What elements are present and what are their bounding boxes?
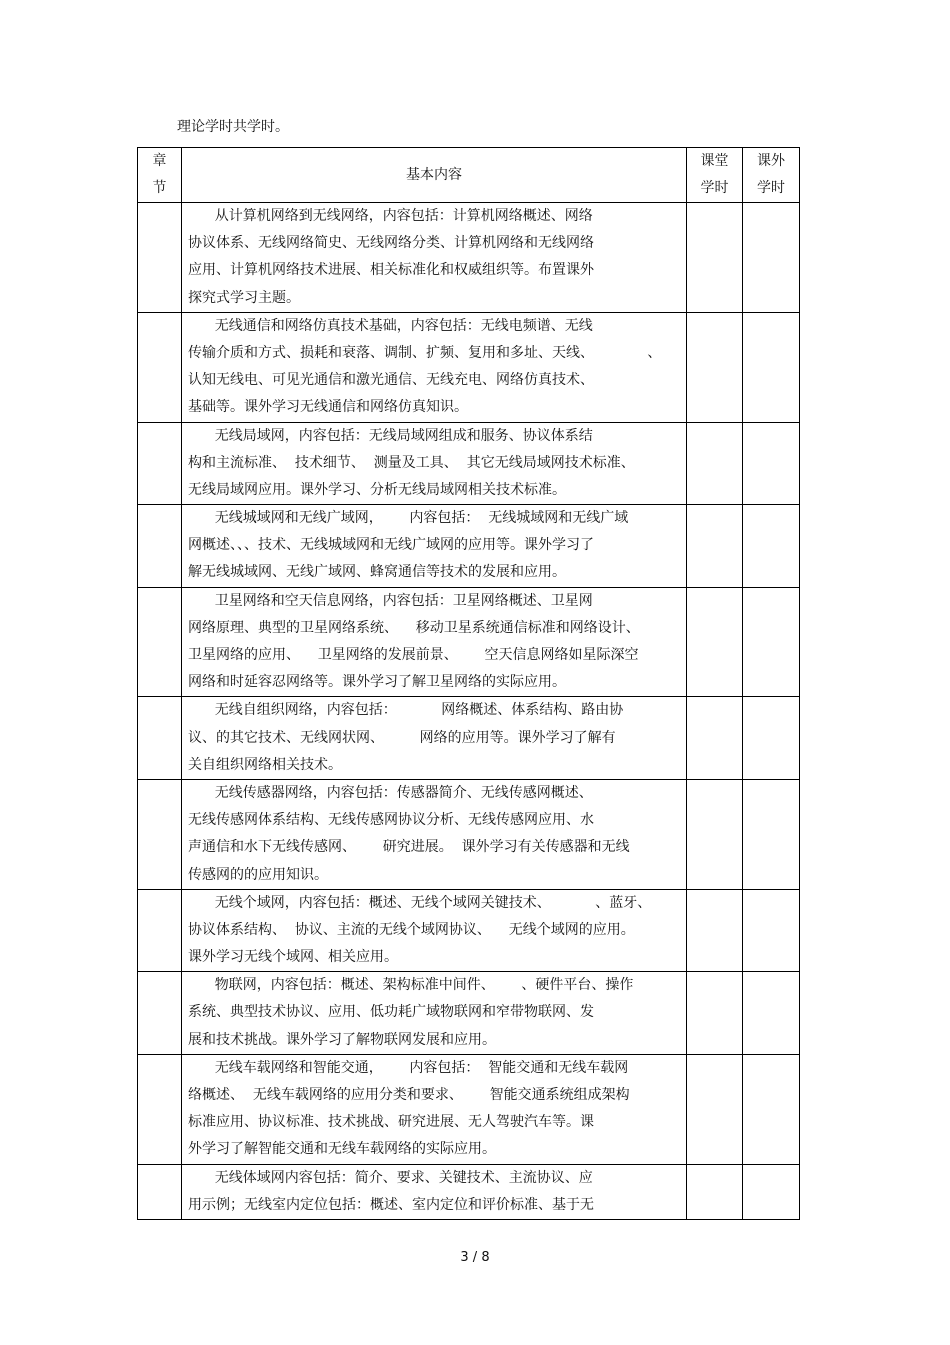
header-chapter-line1: 章	[152, 153, 167, 169]
content-cell	[182, 422, 687, 505]
table-row	[138, 889, 800, 972]
chapter-cell	[138, 889, 182, 972]
chapter-cell	[138, 779, 182, 889]
syllabus-table	[137, 147, 800, 1220]
content-cell	[182, 587, 687, 697]
class-hours-cell	[687, 312, 743, 422]
header-class-hours-line2: 学时	[700, 180, 729, 196]
class-hours-cell	[687, 505, 743, 588]
content-line: 无线车载网络和智能交通， 内容包括： 智能交通和无线车载网	[188, 1059, 629, 1076]
content-line: 基础等。课外学习无线通信和网络仿真知识。	[188, 399, 468, 416]
chapter-cell	[138, 312, 182, 422]
class-hours-cell	[687, 697, 743, 780]
content-cell	[182, 889, 687, 972]
content-line: 从计算机网络到无线网络，内容包括：计算机网络概述、网络	[188, 208, 593, 224]
content-cell	[182, 697, 687, 780]
class-hours-cell	[687, 779, 743, 889]
content-line: 应用、计算机网络技术进展、相关标准化和权威组织等。布置课外	[188, 262, 594, 279]
header-chapter-line2: 节	[152, 180, 167, 196]
chapter-cell	[138, 1054, 182, 1164]
header-extra-hours-line1: 课外	[757, 153, 785, 169]
class-hours-cell	[687, 203, 743, 313]
content-line: 传输介质和方式、损耗和衰落、调制、扩频、复用和多址、天线、 、	[188, 344, 662, 361]
content-line: 声通信和水下无线传感网、 研究进展。 课外学习有关传感器和无线	[188, 839, 630, 856]
content-cell	[182, 972, 687, 1055]
content-cell	[182, 1164, 687, 1219]
content-line: 构和主流标准、 技术细节、 测量及工具、 其它无线局域网技术标准、	[188, 454, 635, 471]
content-line: 议、的其它技术、无线网状网、 网络的应用等。课外学习了解有	[188, 729, 616, 746]
extra-hours-cell	[743, 422, 800, 505]
content-line: 外学习了解智能交通和无线车载网络的实际应用。	[188, 1141, 496, 1158]
content-cell	[182, 1054, 687, 1164]
content-line: 无线通信和网络仿真技术基础，内容包括：无线电频谱、无线	[188, 317, 593, 334]
table-header-row	[138, 148, 800, 203]
content-line: 系统、典型技术协议、应用、低功耗广域物联网和窄带物联网、发	[188, 1004, 594, 1021]
content-line: 卫星网络的应用、 卫星网络的发展前景、 空天信息网络如星际深空	[188, 647, 639, 663]
content-line: 认知无线电、可见光通信和激光通信、无线充电、网络仿真技术、	[188, 372, 594, 389]
extra-hours-cell	[743, 505, 800, 588]
table-row	[138, 505, 800, 588]
content-line: 无线传感网体系结构、无线传感网协议分析、无线传感网应用、水	[188, 812, 594, 829]
content-line: 协议体系结构、 协议、主流的无线个域网协议、 无线个域网的应用。	[188, 921, 635, 938]
content-line: 卫星网络和空天信息网络，内容包括：卫星网络概述、卫星网	[188, 592, 593, 609]
table-row	[138, 1054, 800, 1164]
content-line: 无线局域网，内容包括：无线局域网组成和服务、协议体系结	[188, 427, 593, 444]
chapter-cell	[138, 587, 182, 697]
chapter-cell	[138, 697, 182, 780]
table-row	[138, 203, 800, 313]
extra-hours-cell	[743, 312, 800, 422]
content-line: 络概述、 无线车载网络的应用分类和要求、 智能交通系统组成架构	[188, 1087, 630, 1103]
header-extra-hours-line2: 学时	[757, 180, 785, 196]
class-hours-cell	[687, 1164, 743, 1219]
content-line: 用示例；无线室内定位包括：概述、室内定位和评价标准、基于无	[188, 1196, 594, 1213]
extra-hours-cell	[743, 203, 800, 313]
content-line: 探究式学习主题。	[188, 289, 300, 306]
class-hours-cell	[687, 889, 743, 972]
content-cell	[182, 203, 687, 313]
extra-hours-cell	[743, 889, 800, 972]
page-number: 3 / 8	[460, 1250, 490, 1265]
table-row	[138, 697, 800, 780]
chapter-cell	[138, 203, 182, 313]
content-line: 物联网，内容包括：概述、架构标准中间件、 、硬件平台、操作	[188, 977, 634, 994]
class-hours-cell	[687, 1054, 743, 1164]
extra-hours-cell	[743, 697, 800, 780]
chapter-cell	[138, 1164, 182, 1219]
header-class-hours	[687, 148, 743, 203]
table-row	[138, 312, 800, 422]
extra-hours-cell	[743, 972, 800, 1055]
content-line: 展和技术挑战。课外学习了解物联网发展和应用。	[188, 1031, 496, 1048]
content-cell	[182, 505, 687, 588]
content-cell	[182, 779, 687, 889]
content-line: 关自组织网络相关技术。	[188, 756, 342, 773]
chapter-cell	[138, 505, 182, 588]
content-line: 网络和时延容忍网络等。课外学习了解卫星网络的实际应用。	[188, 674, 566, 691]
table-row	[138, 779, 800, 889]
content-cell	[182, 312, 687, 422]
class-hours-cell	[687, 422, 743, 505]
header-extra-hours	[743, 148, 800, 203]
content-line: 解无线城域网、无线广域网、蜂窝通信等技术的发展和应用。	[188, 564, 566, 581]
class-hours-cell	[687, 972, 743, 1055]
content-line: 无线局域网应用。课外学习、分析无线局域网相关技术标准。	[188, 481, 566, 498]
table-row	[138, 422, 800, 505]
content-line: 网络原理、典型的卫星网络系统、 移动卫星系统通信标准和网络设计、	[188, 619, 640, 636]
class-hours-cell	[687, 587, 743, 697]
content-line: 传感网的的应用知识。	[188, 866, 328, 883]
content-line: 无线个域网，内容包括：概述、无线个域网关键技术、 、蓝牙、	[188, 894, 652, 911]
table-row	[138, 972, 800, 1055]
intro-text: 理论学时共学时。	[177, 119, 289, 135]
content-line: 网概述、、、技术、无线城域网和无线广域网的应用等。课外学习了	[188, 537, 594, 554]
header-class-hours-line1: 课堂	[700, 153, 729, 169]
extra-hours-cell	[743, 1054, 800, 1164]
content-line: 无线体域网内容包括：简介、要求、关键技术、主流协议、应	[188, 1169, 593, 1186]
chapter-cell	[138, 422, 182, 505]
content-line: 无线传感器网络，内容包括：传感器简介、无线传感网概述、	[188, 784, 593, 801]
table-row	[138, 1164, 800, 1219]
chapter-cell	[138, 972, 182, 1055]
table-row	[138, 587, 800, 697]
content-line: 课外学习无线个域网、相关应用。	[188, 949, 398, 966]
header-chapter	[138, 148, 182, 203]
content-line: 协议体系、无线网络简史、无线网络分类、计算机网络和无线网络	[188, 235, 594, 252]
content-line: 标准应用、协议标准、技术挑战、研究进展、无人驾驶汽车等。课	[188, 1114, 594, 1131]
extra-hours-cell	[743, 779, 800, 889]
header-content: 基本内容	[182, 148, 687, 203]
content-line: 无线城域网和无线广域网， 内容包括： 无线城域网和无线广域	[188, 510, 629, 527]
extra-hours-cell	[743, 1164, 800, 1219]
extra-hours-cell	[743, 587, 800, 697]
content-line: 无线自组织网络，内容包括： 网络概述、体系结构、路由协	[188, 702, 624, 719]
